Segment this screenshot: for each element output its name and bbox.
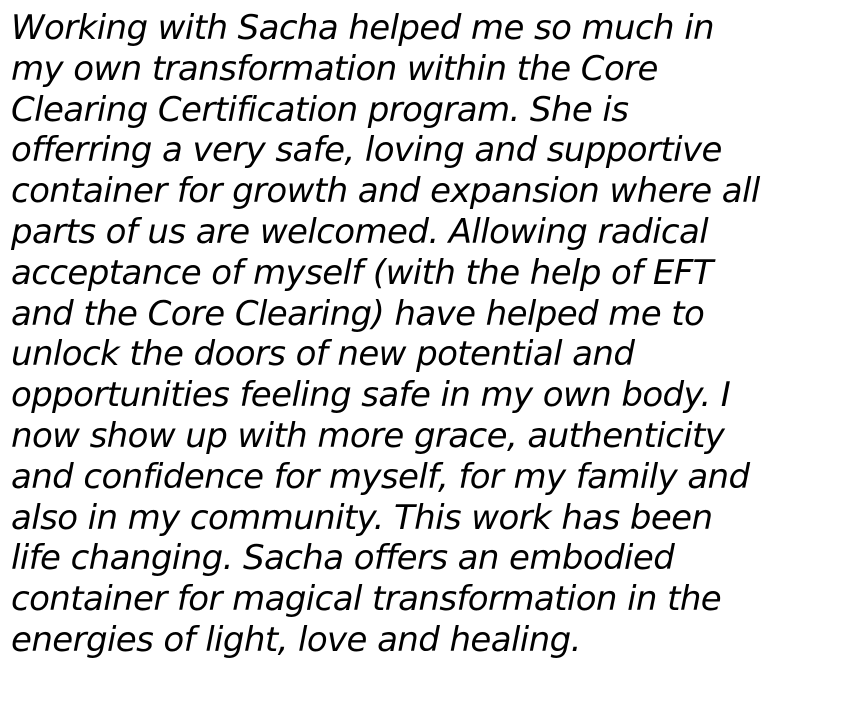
- testimonial-line: container for magical transformation in the: [11, 579, 722, 620]
- testimonial-line: and confidence for myself, for my family and: [11, 456, 750, 497]
- testimonial-line: container for growth and expansion where all: [11, 171, 760, 212]
- testimonial-line: opportunities feeling safe in my own body. I: [11, 375, 731, 416]
- testimonial-line: Clearing Certification program. She is: [11, 89, 629, 130]
- testimonial-line: life changing. Sacha offers an embodied: [11, 538, 675, 579]
- testimonial-line: offerring a very safe, loving and supportive: [11, 130, 722, 171]
- testimonial-line: my own transformation within the Core: [11, 48, 658, 89]
- testimonial-line: parts of us are welcomed. Allowing radical: [11, 211, 709, 252]
- testimonial-line: acceptance of myself (with the help of EFT: [11, 252, 713, 293]
- testimonial-line: and the Core Clearing) have helped me to: [11, 293, 705, 334]
- testimonial-line: unlock the doors of new potential and: [11, 334, 635, 375]
- testimonial-line: now show up with more grace, authenticity: [11, 415, 725, 456]
- testimonial-text: [11, 8, 851, 661]
- testimonial-line: also in my community. This work has been: [11, 497, 713, 538]
- testimonial-line: energies of light, love and healing.: [11, 619, 581, 660]
- testimonial-line: Working with Sacha helped me so much in: [11, 8, 715, 48]
